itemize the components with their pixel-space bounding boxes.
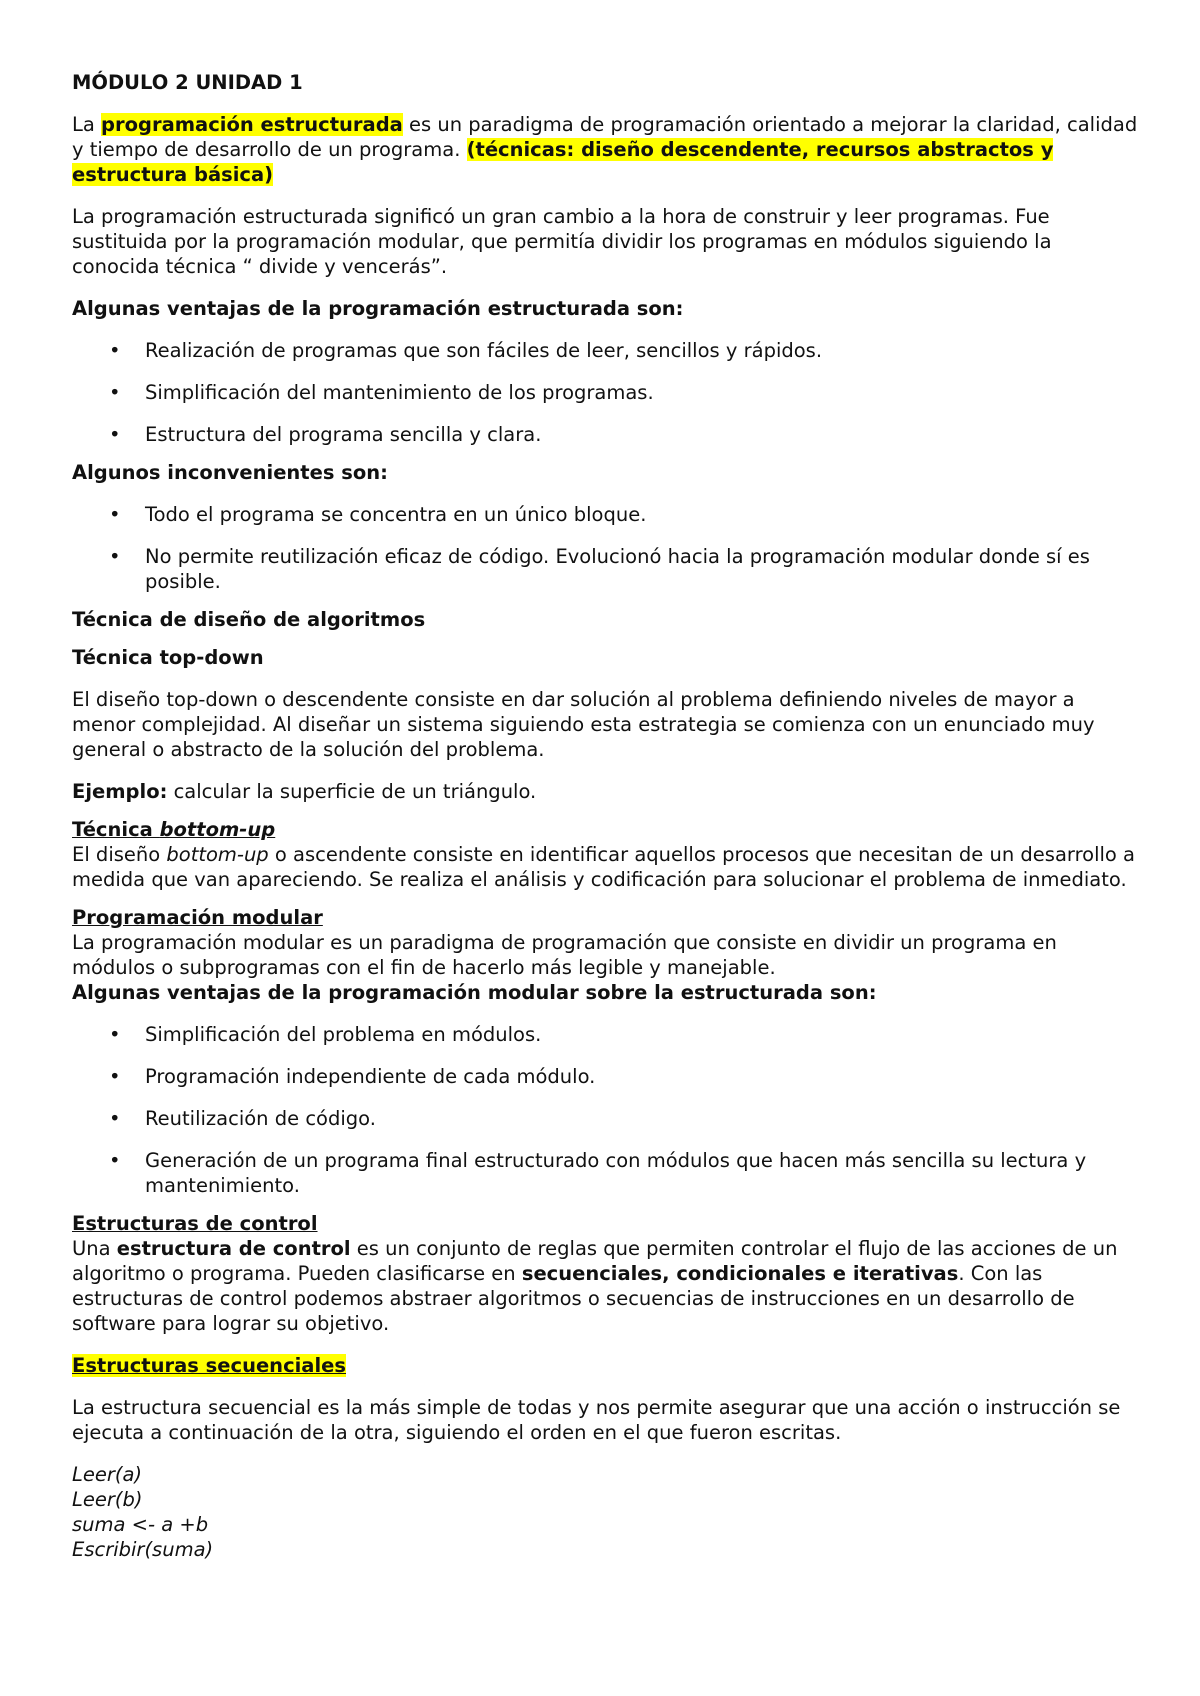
- inconvenientes-list: [72, 502, 1140, 594]
- list-item: • Todo el programa se concentra en un único bloque.: [109, 503, 647, 526]
- list-item: • Estructura del programa sencilla y clara.: [109, 423, 542, 446]
- bullet-icon: •: [109, 1065, 121, 1088]
- code-line: Leer(a): [72, 1463, 143, 1486]
- list-item: • Generación de un programa final estructurado con módulos que hacen más sencilla su lectura y mantenimiento.: [109, 1149, 1087, 1197]
- bullet-icon: •: [109, 1149, 121, 1172]
- intro-paragraph-2: La programación estructurada significó un gran cambio a la hora de construir y leer programas. Fue sustituida por la programación modular, que permitía dividir los programas en módulos siguiendo la conocida técnica “ divide y vencerás”.: [72, 205, 1052, 278]
- secuenciales-body: La estructura secuencial es la más simple de todas y nos permite asegurar que una acción o instrucción se ejecuta a continuación de la otra, siguiendo el orden en el que fueron escritas.: [72, 1396, 1121, 1444]
- modular-heading: Programación modular: [72, 906, 323, 929]
- bullet-icon: •: [109, 1107, 121, 1130]
- bullet-icon: •: [109, 339, 121, 362]
- code-line: suma <- a +b: [72, 1513, 209, 1536]
- modular-ventajas-list: [72, 1022, 1140, 1198]
- list-item: • Reutilización de código.: [109, 1107, 376, 1130]
- control-body: Una estructura de control es un conjunto de reglas que permiten controlar el flujo de las acciones de un algoritmo o programa. Pueden clasificarse en secuenciales, condicionales e iterativas. Con las estructuras de control podemos abstraer algoritmos o secuencias de instrucciones en un desarrollo de software para lograr su objetivo.: [72, 1237, 1118, 1335]
- list-item: • Programación independiente de cada módulo.: [109, 1065, 596, 1088]
- ejemplo-line: Ejemplo: calcular la superficie de un triángulo.: [72, 780, 537, 803]
- top-down-body: El diseño top-down o descendente consiste en dar solución al problema definiendo niveles de mayor a menor complejidad. Al diseñar un sistema siguiendo esta estrategia se comienza con un enunciado muy general o abstracto de la solución del problema.: [72, 688, 1095, 761]
- tecnica-diseno-heading: Técnica de diseño de algoritmos: [72, 608, 426, 631]
- secuenciales-heading: Estructuras secuenciales: [72, 1354, 346, 1377]
- document-title: MÓDULO 2 UNIDAD 1: [72, 71, 303, 94]
- ventajas-heading: Algunas ventajas de la programación estructurada son:: [72, 297, 684, 320]
- intro-paragraph-1: La programación estructurada es un paradigma de programación orientado a mejorar la claridad, calidad y tiempo de desarrollo de un programa. (técnicas: diseño descendente, recursos abstractos y estructura básica): [72, 113, 1138, 186]
- bottom-up-body: El diseño bottom-up o ascendente consiste en identificar aquellos procesos que necesitan de un desarrollo a medida que van apareciendo. Se realiza el análisis y codificación para solucionar el problema de inmediato.: [72, 843, 1136, 891]
- highlight-programacion-estructurada: programación estructurada: [101, 113, 403, 136]
- list-item: • Simplificación del problema en módulos.: [109, 1023, 542, 1046]
- code-line: Leer(b): [72, 1488, 143, 1511]
- bullet-icon: •: [109, 503, 121, 526]
- bullet-icon: •: [109, 423, 121, 446]
- top-down-heading: Técnica top-down: [72, 646, 264, 669]
- modular-body: La programación modular es un paradigma de programación que consiste en dividir un programa en módulos o subprogramas con el fin de hacerlo más legible y manejable.: [72, 931, 1057, 979]
- bullet-icon: •: [109, 381, 121, 404]
- highlight-tecnicas: (técnicas: diseño descendente, recursos abstractos y estructura básica): [72, 138, 1054, 186]
- inconvenientes-heading: Algunos inconvenientes son:: [72, 461, 388, 484]
- ventajas-list: [72, 338, 1140, 447]
- bottom-up-heading: Técnica bottom-up: [72, 818, 276, 841]
- bullet-icon: •: [109, 545, 121, 568]
- control-heading: Estructuras de control: [72, 1212, 318, 1235]
- pseudocode-block: [72, 1462, 1140, 1562]
- modular-ventajas-heading: Algunas ventajas de la programación modular sobre la estructurada son:: [72, 981, 877, 1004]
- list-item: • Simplificación del mantenimiento de los programas.: [109, 381, 654, 404]
- bullet-icon: •: [109, 1023, 121, 1046]
- list-item: • No permite reutilización eficaz de código. Evolucionó hacia la programación modular donde sí es posible.: [109, 545, 1090, 593]
- code-line: Escribir(suma): [72, 1538, 214, 1561]
- list-item: • Realización de programas que son fáciles de leer, sencillos y rápidos.: [109, 339, 823, 362]
